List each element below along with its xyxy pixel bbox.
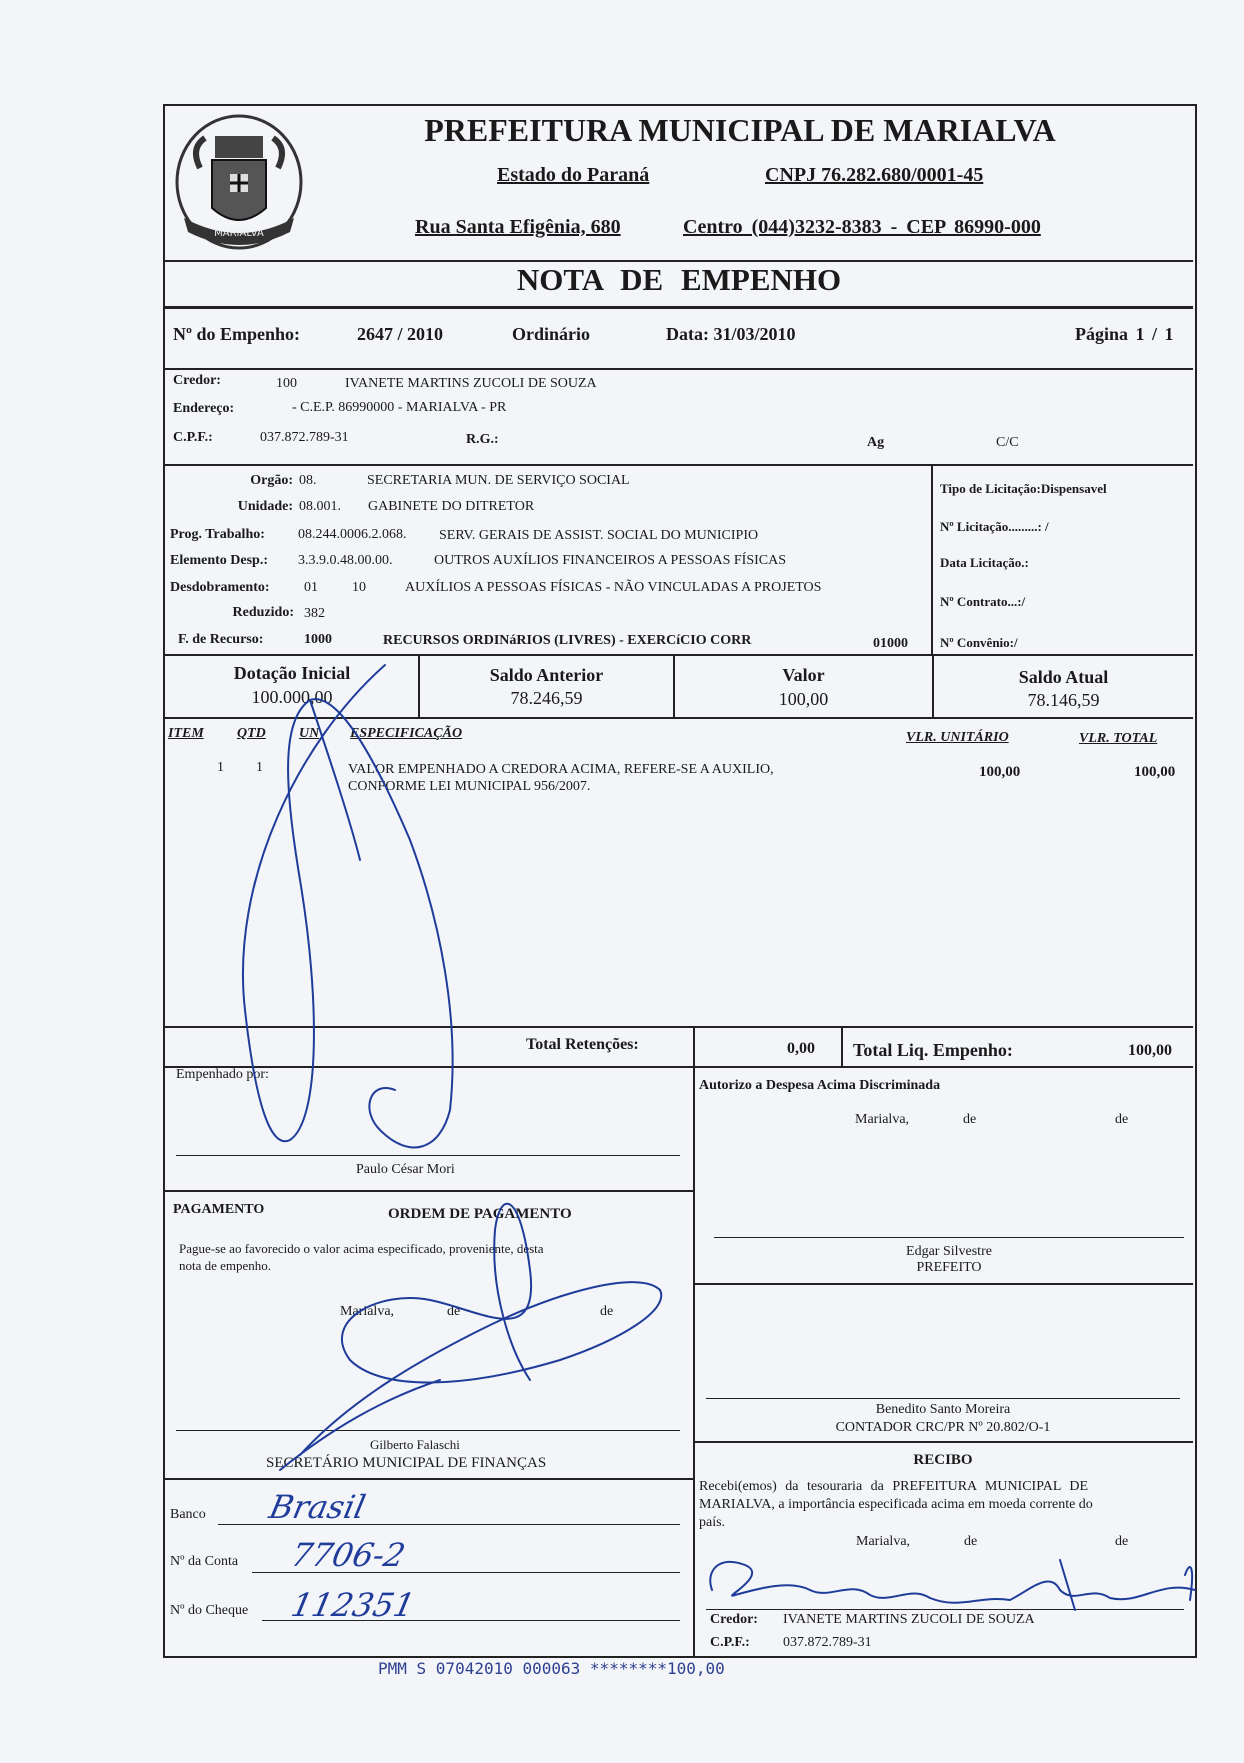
signature-line (706, 1609, 1184, 1610)
valor-value: 100,00 (778, 689, 829, 709)
licitacao-contrato: Nº Contrato...:/ (940, 594, 1026, 609)
elemento-name: OUTROS AUXÍLIOS FINANCEIROS A PESSOAS FÍSICAS (434, 553, 787, 568)
row-unit-value: 100,00 (979, 764, 1021, 780)
recibo-de2: de (1115, 1534, 1129, 1549)
pagamento-label: PAGAMENTO (173, 1202, 265, 1217)
pagamento-city: Marialva, (340, 1304, 395, 1319)
header-spec: ESPECIFICAÇÃO (350, 726, 463, 741)
cpf-label: C.P.F.: (173, 430, 213, 445)
licitacao-numero: Nº Licitação.........: / (940, 519, 1049, 534)
credor-cpf: 037.872.789-31 (260, 430, 349, 445)
autorizo-de1: de (963, 1112, 977, 1127)
valor-label: Valor (782, 665, 825, 685)
recibo-cpf-value: 037.872.789-31 (783, 1635, 872, 1650)
empenho-number: 2647 / 2010 (357, 324, 444, 344)
orgao-label: Orgão: (250, 473, 293, 488)
conta-value: 7706-2 (287, 1536, 409, 1574)
address-label: Rua Santa Efigênia, 680 (415, 216, 621, 238)
divider (165, 306, 1193, 309)
conta-label: Nº da Conta (170, 1554, 239, 1569)
desdobramento-code-b: 10 (352, 580, 366, 595)
prog-name: SERV. GERAIS DE ASSIST. SOCIAL DO MUNICIPIO (439, 528, 759, 543)
divider (165, 1478, 693, 1480)
divider (165, 717, 1193, 719)
divider (841, 1026, 843, 1066)
pagamento-de2: de (600, 1304, 614, 1319)
row-total-value: 100,00 (1134, 764, 1176, 780)
recibo-credor-label: Credor: (710, 1612, 758, 1627)
saldo-atual-label: Saldo Atual (1018, 667, 1109, 687)
cheque-label: Nº do Cheque (170, 1603, 249, 1618)
divider (693, 1026, 695, 1066)
divider (693, 1283, 1193, 1285)
liquido-value: 100,00 (1128, 1042, 1172, 1059)
divider (165, 464, 1193, 466)
row-spec-line1: VALOR EMPENHADO A CREDORA ACIMA, REFERE-SE A AUXILIO, (348, 762, 774, 777)
divider (165, 654, 1193, 656)
signature-line (706, 1398, 1180, 1399)
credor-label: Credor: (173, 373, 221, 388)
credor-code: 100 (276, 376, 297, 391)
mayor-name: Edgar Silvestre (906, 1244, 992, 1259)
signature-line (176, 1155, 680, 1156)
divider (165, 368, 1193, 370)
empenho-number-label: Nº do Empenho: (173, 324, 300, 344)
credor-address: - C.E.P. 86990000 - MARIALVA - PR (292, 400, 507, 415)
elemento-label: Elemento Desp.: (170, 553, 268, 568)
svg-text:MARIALVA: MARIALVA (214, 228, 264, 239)
ordem-pagamento-label: ORDEM DE PAGAMENTO (388, 1206, 572, 1222)
divider (931, 464, 933, 654)
elemento-code: 3.3.9.0.48.00.00. (298, 553, 393, 568)
fonte-label: F. de Recurso: (178, 632, 264, 647)
accountant-title: CONTADOR CRC/PR Nº 20.802/O-1 (835, 1420, 1051, 1435)
dotacao-value: 100.000,00 (251, 687, 333, 707)
orgao-name: SECRETARIA MUN. DE SERVIÇO SOCIAL (367, 473, 630, 488)
page-number: Página 1 / 1 (1075, 324, 1174, 344)
fonte-code: 1000 (304, 632, 332, 647)
pagamento-text-line2: nota de empenho. (179, 1258, 272, 1273)
row-qtd: 1 (256, 760, 263, 775)
saldo-atual-value: 78.146,59 (1027, 690, 1100, 710)
recibo-de1: de (964, 1534, 978, 1549)
saldo-anterior-value: 78.246,59 (510, 688, 583, 708)
recibo-cpf-label: C.P.F.: (710, 1635, 750, 1650)
recibo-text-line2: MARIALVA, a importância especificada acima em moeda corrente do (699, 1497, 1093, 1512)
header-unit-value: VLR. UNITÁRIO (906, 730, 1009, 745)
unidade-code: 08.001. (299, 499, 341, 514)
accountant-name: Benedito Santo Moreira (875, 1402, 1011, 1417)
address-field-label: Endereço: (173, 401, 235, 416)
unidade-name: GABINETE DO DITRETOR (368, 499, 535, 514)
desdobramento-name: AUXÍLIOS A PESSOAS FÍSICAS - NÃO VINCULADAS A PROJETOS (405, 580, 822, 595)
recibo-city: Marialva, (856, 1534, 911, 1549)
credor-name: IVANETE MARTINS ZUCOLI DE SOUZA (345, 376, 597, 391)
header-qtd: QTD (237, 726, 266, 741)
cc-label: C/C (996, 435, 1019, 450)
retencoes-label: Total Retenções: (526, 1036, 639, 1053)
recibo-label: RECIBO (913, 1452, 973, 1468)
signature-line (714, 1237, 1184, 1238)
orgao-code: 08. (299, 473, 317, 488)
dotacao-label: Dotação Inicial (233, 663, 351, 683)
secretario-name: Gilberto Falaschi (370, 1437, 460, 1452)
header-item: ITEM (168, 726, 204, 741)
prog-code: 08.244.0006.2.068. (298, 527, 407, 542)
divider (693, 1441, 1193, 1443)
unidade-label: Unidade: (237, 499, 293, 514)
payment-stamp: PMM S 07042010 000063 ********100,00 (378, 1659, 725, 1678)
fonte-number: 01000 (873, 636, 908, 651)
divider (693, 1066, 695, 1656)
secretario-title: SECRETÁRIO MUNICIPAL DE FINANÇAS (266, 1455, 547, 1471)
banco-label: Banco (170, 1507, 206, 1522)
header-un: UN (299, 726, 320, 741)
document-title: NOTA DE EMPENHO (516, 262, 842, 297)
recibo-credor-name: IVANETE MARTINS ZUCOLI DE SOUZA (783, 1612, 1035, 1627)
prog-label: Prog. Trabalho: (170, 527, 265, 542)
cnpj-label: CNPJ 76.282.680/0001-45 (765, 164, 984, 186)
reduzido-label: Reduzido: (232, 605, 294, 620)
signature-line (176, 1430, 680, 1431)
desdobramento-code-a: 01 (304, 580, 318, 595)
address-contact-label: Centro (044)3232-8383 - CEP 86990-000 (683, 216, 1041, 238)
mayor-title: PREFEITO (916, 1260, 982, 1275)
recibo-text-line1: Recebi(emos) da tesouraria da PREFEITURA MUNICIPAL DE (699, 1479, 1089, 1494)
header-total-value: VLR. TOTAL (1079, 731, 1158, 746)
recibo-text-line3: país. (699, 1515, 726, 1530)
row-spec-line2: CONFORME LEI MUNICIPAL 956/2007. (348, 779, 591, 794)
licitacao-convenio: Nº Convênio:/ (940, 635, 1018, 650)
licitacao-tipo: Tipo de Licitação:Dispensavel (940, 481, 1107, 496)
liquido-label: Total Liq. Empenho: (853, 1040, 1013, 1060)
empenho-date: Data: 31/03/2010 (666, 324, 796, 344)
licitacao-data: Data Licitação.: (940, 555, 1029, 570)
desdobramento-label: Desdobramento: (170, 580, 270, 595)
municipality-title: PREFEITURA MUNICIPAL DE MARIALVA (424, 112, 1056, 148)
pagamento-de1: de (447, 1304, 461, 1319)
divider (165, 1026, 1193, 1028)
state-label: Estado do Paraná (497, 164, 650, 186)
fonte-name: RECURSOS ORDINáRIOS (LIVRES) - EXERCíCIO CORR (383, 633, 752, 648)
autorizo-city: Marialva, (855, 1112, 910, 1127)
retencoes-value: 0,00 (787, 1040, 815, 1057)
cheque-value: 112351 (287, 1586, 419, 1624)
reduzido-value: 382 (304, 606, 325, 621)
empenhado-name: Paulo César Mori (356, 1162, 455, 1177)
rg-label: R.G.: (466, 432, 499, 447)
divider (165, 1190, 693, 1192)
pagamento-text-line1: Pague-se ao favorecido o valor acima especificado, proveniente, desta (179, 1241, 544, 1256)
ag-label: Ag (867, 435, 885, 450)
empenhado-label: Empenhado por: (176, 1067, 269, 1082)
divider (165, 1066, 1193, 1068)
coat-of-arms-logo (170, 108, 308, 256)
autorizo-de2: de (1115, 1112, 1129, 1127)
autorizo-label: Autorizo a Despesa Acima Discriminada (699, 1078, 941, 1093)
row-item: 1 (217, 760, 224, 775)
banco-value: Brasil (265, 1488, 369, 1526)
empenho-type: Ordinário (512, 324, 591, 344)
saldo-anterior-label: Saldo Anterior (489, 665, 604, 685)
